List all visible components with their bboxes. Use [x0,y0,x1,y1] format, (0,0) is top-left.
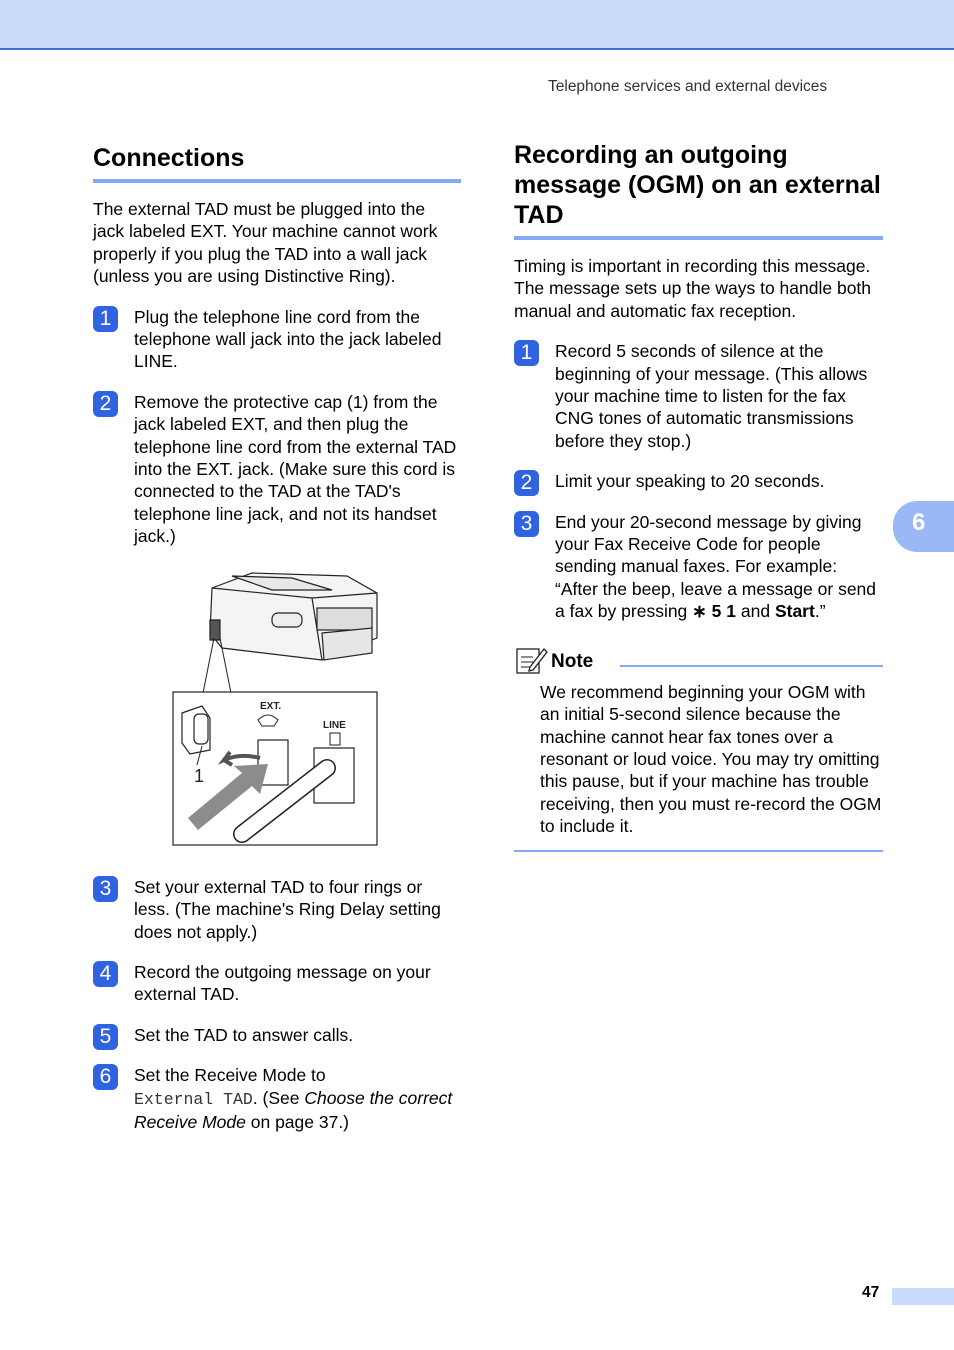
note-pencil-icon [516,645,548,675]
step-number-badge: 1 [514,340,539,366]
receive-mode-value: External TAD [134,1089,253,1109]
step-number-badge: 5 [93,1024,118,1050]
step-3 [93,876,461,943]
cross-reference: Choose the correct Receive Mode [134,1087,453,1132]
intro-paragraph: Timing is important in recording this message. The message sets up the ways to handle both manual and automatic fax reception. [514,256,872,321]
step-text: Remove the protective cap (1) from the jack labeled EXT, and then plug the telephone line cord from the external TAD into the EXT. jack. (Make sure this cord is connected to the TAD at the TAD's telephone line jack, and not its handset jack.) [134,391,457,547]
wall-jack-icon [330,733,340,745]
line-label: LINE [323,719,346,731]
step-1 [93,306,461,373]
note-header [514,643,883,677]
note-divider [620,665,883,667]
section-heading: Connections [93,140,461,183]
start-key-label: Start [774,601,815,622]
step-text-part: and [736,601,775,622]
section-heading: Recording an outgoing message (OGM) on an external TAD [514,140,883,240]
step-text [555,511,883,623]
step-6 [93,1064,461,1133]
step-1 [514,340,883,452]
step-number-badge: 2 [514,470,539,496]
step-number-badge: 3 [93,876,118,902]
printer-jack-diagram [172,568,378,846]
step-number-badge: 6 [93,1064,118,1090]
fax-receive-code: ∗ 5 1 [692,601,737,622]
intro-paragraph: The external TAD must be plugged into the jack labeled EXT. Your machine cannot work properly if you plug the TAD into a wall jack (unless you are using Distinctive Ring). [93,199,438,287]
step-2 [514,470,883,495]
step-text [134,1064,461,1133]
step-text: Record 5 seconds of silence at the beginning of your message. (This allows your machine time to listen for the fax CNG tones of automatic transmissions before they stop.) [555,341,868,451]
step-2 [93,391,461,548]
chapter-number: 6 [912,509,926,536]
note-box [514,643,883,852]
footer-band [892,1288,954,1305]
page-number: 47 [862,1284,880,1301]
step-text-part: on page 37.) [245,1111,350,1132]
step-number-badge: 2 [93,391,118,417]
step-4 [93,961,461,1006]
step-number-badge: 1 [93,306,118,332]
step-text-part: .” [814,601,826,622]
ext-label: EXT. [260,700,282,712]
step-text-part: Set the Receive Mode to [134,1065,326,1086]
ogm-section [514,140,883,852]
step-text: Set your external TAD to four rings or less. (The machine's Ring Delay setting does not apply.) [134,876,441,942]
connection-illustration [172,568,378,846]
header-band [0,0,954,50]
note-text: We recommend beginning your OGM with an initial 5-second silence because the machine cannot hear fax tones over a resonant or loud voice. You may try omitting this pause, but if your machine has trouble receiving, then you must re-record the OGM to include it. [540,681,882,837]
step-3 [514,511,883,623]
step-5 [93,1024,461,1046]
step-number-badge: 4 [93,961,118,987]
step-text: Limit your speaking to 20 seconds. [555,471,825,492]
step-text: Set the TAD to answer calls. [134,1024,354,1045]
note-title: Note [551,650,594,672]
step-text: Plug the telephone line cord from the telephone wall jack into the jack labeled LINE. [134,306,442,372]
step-text: Record the outgoing message on your external TAD. [134,961,431,1005]
protective-cap [182,706,210,754]
callout-number: 1 [194,765,205,786]
printer-drawing [210,573,377,660]
connections-section [93,140,461,1133]
step-text-part: End your 20-second message by giving your Fax Receive Code for people sending manual faxes. For example: “After the beep, leave a message or send a fax by pressing [555,511,877,622]
running-title: Telephone services and external devices [548,78,828,95]
step-number-badge: 3 [514,511,539,537]
step-text-part: . (See [252,1087,305,1108]
chapter-tab [893,501,954,552]
